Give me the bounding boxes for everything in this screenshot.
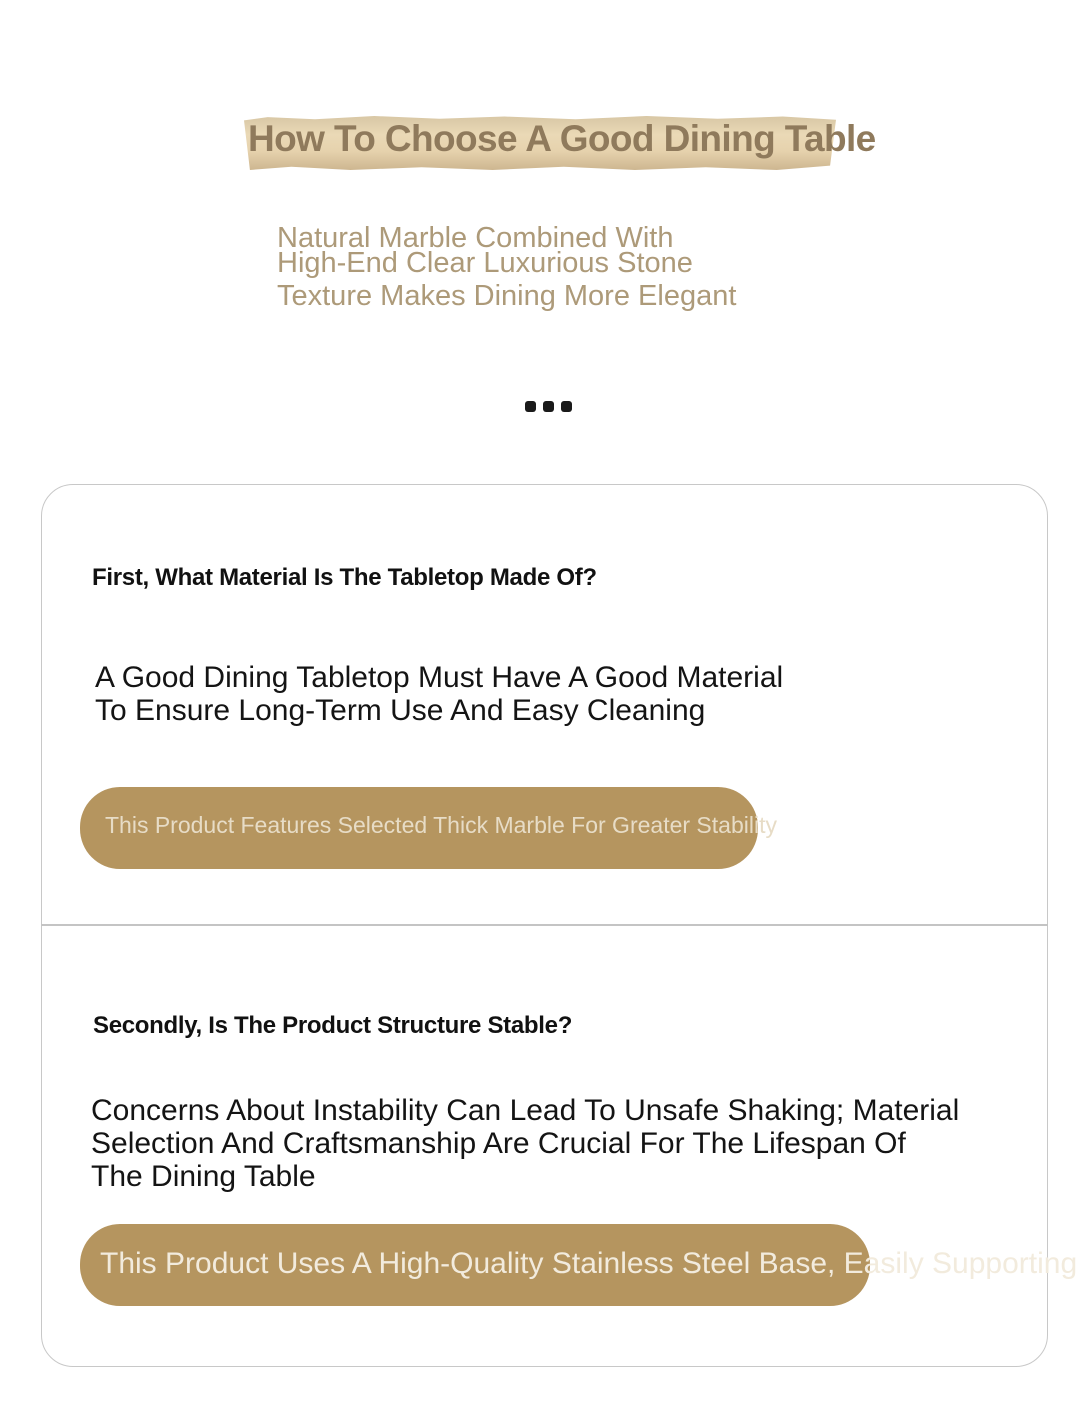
body-line: To Ensure Long-Term Use And Easy Cleaning (95, 694, 706, 727)
page-title: How To Choose A Good Dining Table (248, 118, 876, 159)
body-line: Selection And Craftsmanship Are Crucial For The Lifespan Of (91, 1127, 906, 1160)
highlight-text-structure: This Product Uses A High-Quality Stainless Steel Base, Easily Supporting (100, 1247, 1078, 1280)
dot (543, 401, 554, 412)
dot (525, 401, 536, 412)
section-heading-structure: Secondly, Is The Product Structure Stable? (93, 1012, 573, 1039)
subtitle-line: Natural Marble Combined With (277, 222, 674, 254)
body-line: Concerns About Instability Can Lead To Unsafe Shaking; Material (91, 1094, 960, 1127)
section-heading-material: First, What Material Is The Tabletop Made Of? (92, 564, 597, 591)
body-line: The Dining Table (91, 1160, 316, 1193)
subtitle-line: High-End Clear Luxurious Stone (277, 247, 693, 279)
page-subtitle (277, 224, 837, 311)
section-body-structure (91, 1094, 959, 1193)
dot (561, 401, 572, 412)
section-body-material (95, 661, 783, 727)
body-line: A Good Dining Tabletop Must Have A Good Material (95, 661, 784, 694)
ellipsis-icon (525, 401, 573, 413)
section-divider (41, 924, 1048, 926)
highlight-text-material: This Product Features Selected Thick Marble For Greater Stability (105, 812, 777, 838)
title-banner (244, 114, 876, 172)
subtitle-line: Texture Makes Dining More Elegant (277, 280, 737, 312)
